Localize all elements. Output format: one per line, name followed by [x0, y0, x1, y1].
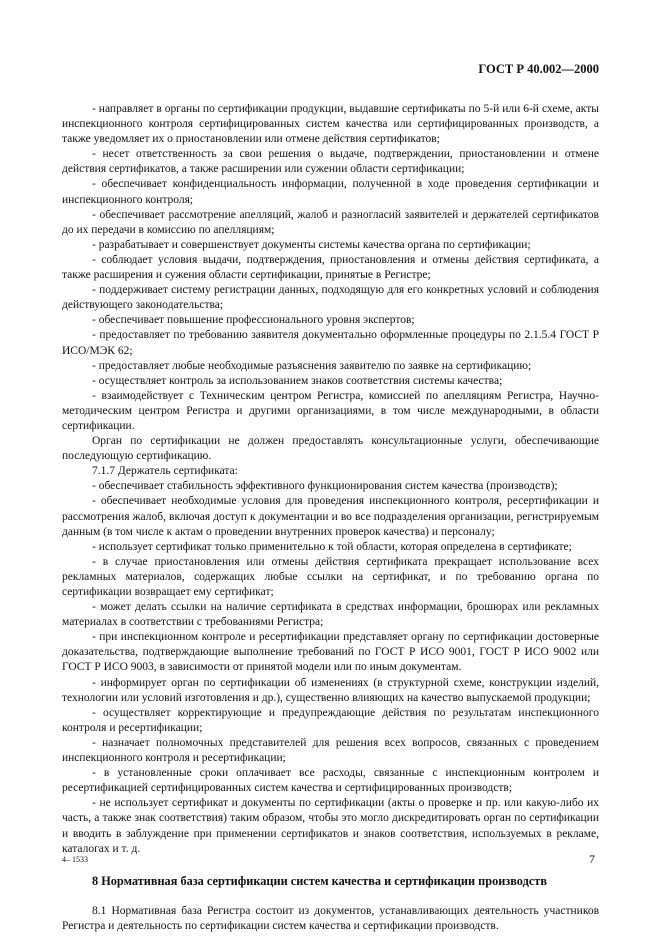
paragraph: - взаимодействует с Техническим центром Регистра, комиссией по апелляциям Регистра, Научно-методическим центром Регистра и другими организациями, в том числе международными, в области сертификации. [62, 389, 599, 432]
paragraph: - осуществляет корректирующие и предупреждающие действия по результатам инспекционного контроля и ресертификации; [62, 706, 599, 734]
paragraph: - направляет в органы по сертификации продукции, выдавшие сертификаты по 5-й или 6-й схеме, акты инспекционного контроля сертифицированных систем качества или сертифицированных производств, а также уведомляет их о приостановлении или отмене действия сертификатов; [62, 103, 599, 146]
paragraph: - предоставляет по требованию заявителя документально оформленные процедуры по 2.1.5.4 ГОСТ Р ИСО/МЭК 62; [62, 329, 599, 357]
paragraph: - в установленные сроки оплачивает все расходы, связанные с инспекционным контролем и ресертификацией сертифицированных систем качества и сертифицированных производств; [62, 767, 599, 795]
document-body [62, 102, 599, 934]
paragraph: - обеспечивает рассмотрение апелляций, жалоб и разногласий заявителей и держателей сертификатов до их передачи в комиссию по апелляциям; [62, 208, 599, 236]
paragraph: - осуществляет контроль за использованием знаков соответствия системы качества; [92, 374, 503, 387]
paragraph: - при инспекционном контроле и ресертификации представляет органу по сертификации достоверные доказательства, подтверждающие выполнение требований по ГОСТ Р ИСО 9001, ГОСТ Р ИСО 9002 или ГОСТ Р ИСО 9003, в зависимости от принятой модели или по иным документам. [62, 631, 599, 674]
clause-heading: 7.1.7 Держатель сертификата: [92, 465, 238, 478]
paragraph: - в случае приостановления или отмены действия сертификата прекращает использование всех рекламных материалов, содержащих любые ссылки на сертификат, и по требованию органа по сертификации возвращает ему сертификат; [62, 555, 599, 598]
paragraph: - обеспечивает конфиденциальность информации, полученной в ходе проведения сертификации и инспекционного контроля; [62, 178, 599, 206]
paragraph: - использует сертификат только применительно к той области, которая определена в сертификате; [92, 540, 572, 553]
paragraph: - разрабатывает и совершенствует документы системы качества органа по сертификации; [92, 238, 531, 251]
paragraph: - может делать ссылки на наличие сертификата в средствах информации, брошюрах или рекламных материалах в соответствии с требованиями Регистра; [62, 601, 599, 629]
paragraph: - обеспечивает необходимые условия для проведения инспекционного контроля, ресертификации и рассмотрения жалоб, включая доступ к документации и во все подразделения организации, регистрируемым данным (в том числе к актам о проведении внутренних проверок качества) и персоналу; [62, 495, 599, 538]
paragraph: Орган по сертификации не должен предоставлять консультационные услуги, обеспечивающие последующую сертификацию. [62, 435, 599, 463]
paragraph: - информирует орган по сертификации об изменениях (в структурной схеме, конструкции изделий, технологии или условий изготовления и др.), существенно влияющих на качество выпускаемой продукции; [62, 676, 599, 704]
paragraph: - соблюдает условия выдачи, подтверждения, приостановления и отмены действия сертификата, а также расширения и сужения области сертификации, принятые в Регистре; [62, 253, 599, 282]
page-number: 7 [589, 852, 595, 866]
section-heading: 8 Нормативная база сертификации систем качества и сертификации производств [92, 873, 547, 888]
paragraph: - обеспечивает стабильность эффективного функционирования систем качества (производств); [92, 480, 558, 493]
document-id-header: ГОСТ Р 40.002—2000 [478, 62, 599, 76]
paragraph: - не использует сертификат и документы по сертификации (акты о проверке и пр. или какую-либо их часть, а также знак соответствия) таким образом, чтобы это могло дискредитировать орган по сертификации и вводить в заблуждение при применении сертификатов и знаков соответствия, используемых в рекламе, каталогах и т. д. [62, 797, 599, 855]
section-paragraph: 8.1 Нормативная база Регистра состоит из документов, устанавливающих деятельность участников Регистра и деятельность по сертификации систем качества и сертификации производств. [62, 904, 599, 932]
paragraph: - поддерживает систему регистрации данных, подходящую для его конкретных условий и соблюдения действующего законодательства; [62, 284, 599, 312]
footer-code: 4– 1533 [62, 855, 88, 864]
paragraph: - несет ответственность за свои решения о выдаче, подтверждении, приостановлении и отмене действия сертификатов, а также расширении или сужении области сертификации; [62, 148, 599, 176]
paragraph: - предоставляет любые необходимые разъяснения заявителю по заявке на сертификацию; [92, 359, 532, 372]
paragraph: - назначает полномочных представителей для решения всех вопросов, связанных с проведением инспекционного контроля и ресертификации; [62, 736, 599, 765]
paragraph: - обеспечивает повышение профессионального уровня экспертов; [92, 314, 415, 327]
